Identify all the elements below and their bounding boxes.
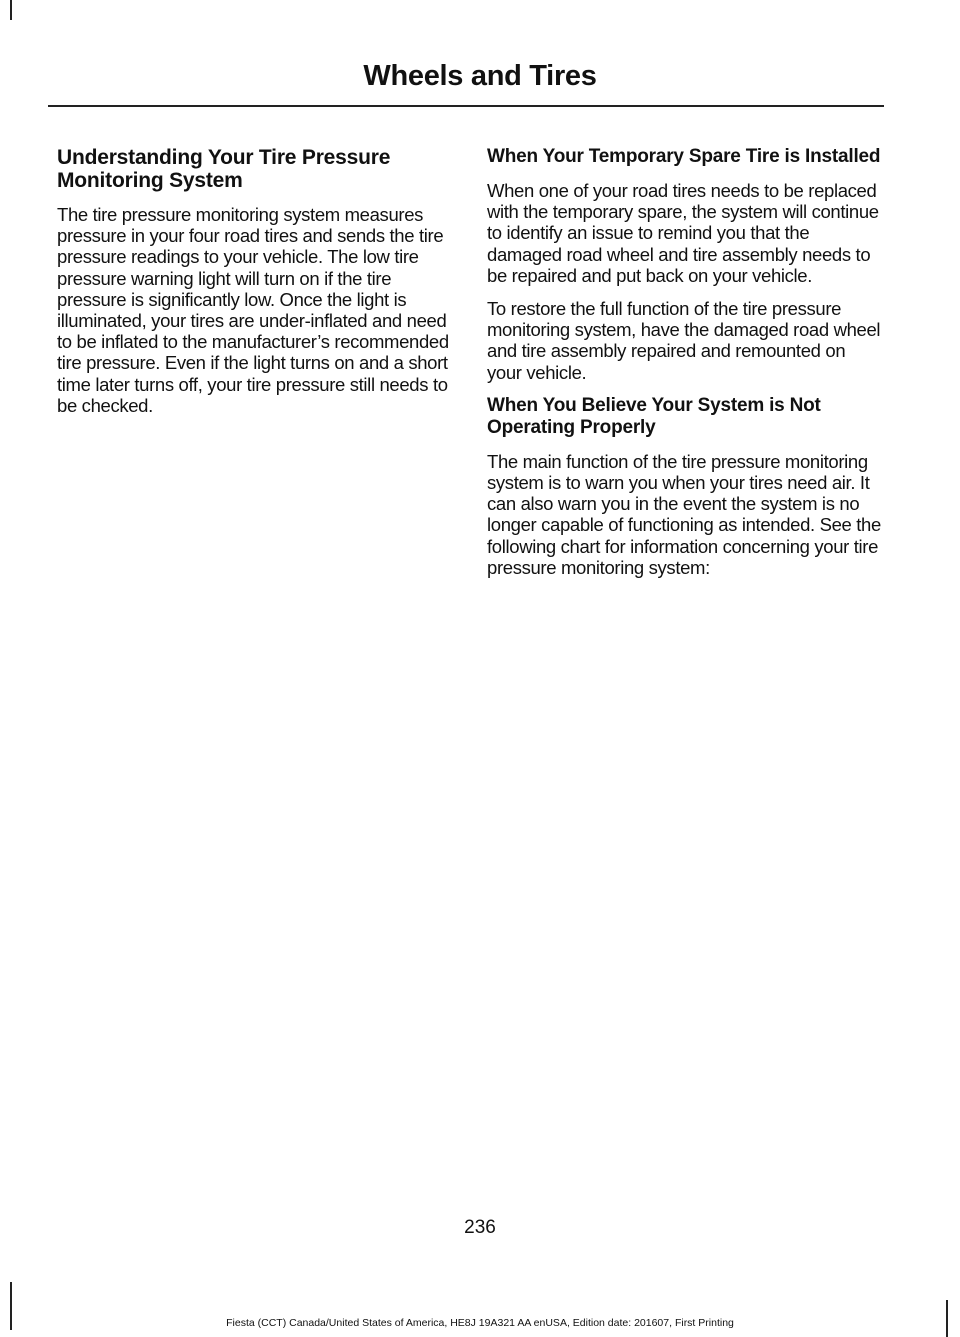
footer-edition-info: Fiesta (CCT) Canada/United States of America, HE8J 19A321 AA enUSA, Edition date: 201607, First Printing [226,1317,734,1329]
page-header-title: Wheels and Tires [363,60,597,92]
section-heading-not-operating: When You Believe Your System is Not Operating Properly [487,394,821,438]
section-heading-tpms: Understanding Your Tire Pressure Monitoring System [57,146,391,192]
section-heading-spare-tire: When Your Temporary Spare Tire is Installed [487,146,881,167]
right-column [487,146,882,590]
page-number: 236 [464,1217,496,1238]
left-column [57,146,450,428]
paragraph: When one of your road tires needs to be replaced with the temporary spare, the system will continue to identify an issue to remind you that the damaged road wheel and tire assembly needs to be repaired and put back on your vehicle. [487,180,879,286]
header-divider [48,105,884,107]
paragraph: The main function of the tire pressure monitoring system is to warn you when your tires need air. It can also warn you in the event the system is no longer capable of functioning as intended. See the following chart for information concerning your tire pressure monitoring system: [487,450,881,578]
paragraph: The tire pressure monitoring system measures pressure in your four road tires and sends the tire pressure readings to your vehicle. The low tire pressure warning light will turn on if the tire pressure is significantly low. Once the light is illuminated, your tires are under-inflated and need to be inflated to the manufacturer’s recommended tire pressure. Even if the light turns on and a short time later turns off, your tire pressure still needs to be checked. [57,204,449,416]
crop-mark-top-left [10,0,12,20]
paragraph: To restore the full function of the tire pressure monitoring system, have the damaged road wheel and tire assembly repaired and remounted on your vehicle. [487,298,881,383]
